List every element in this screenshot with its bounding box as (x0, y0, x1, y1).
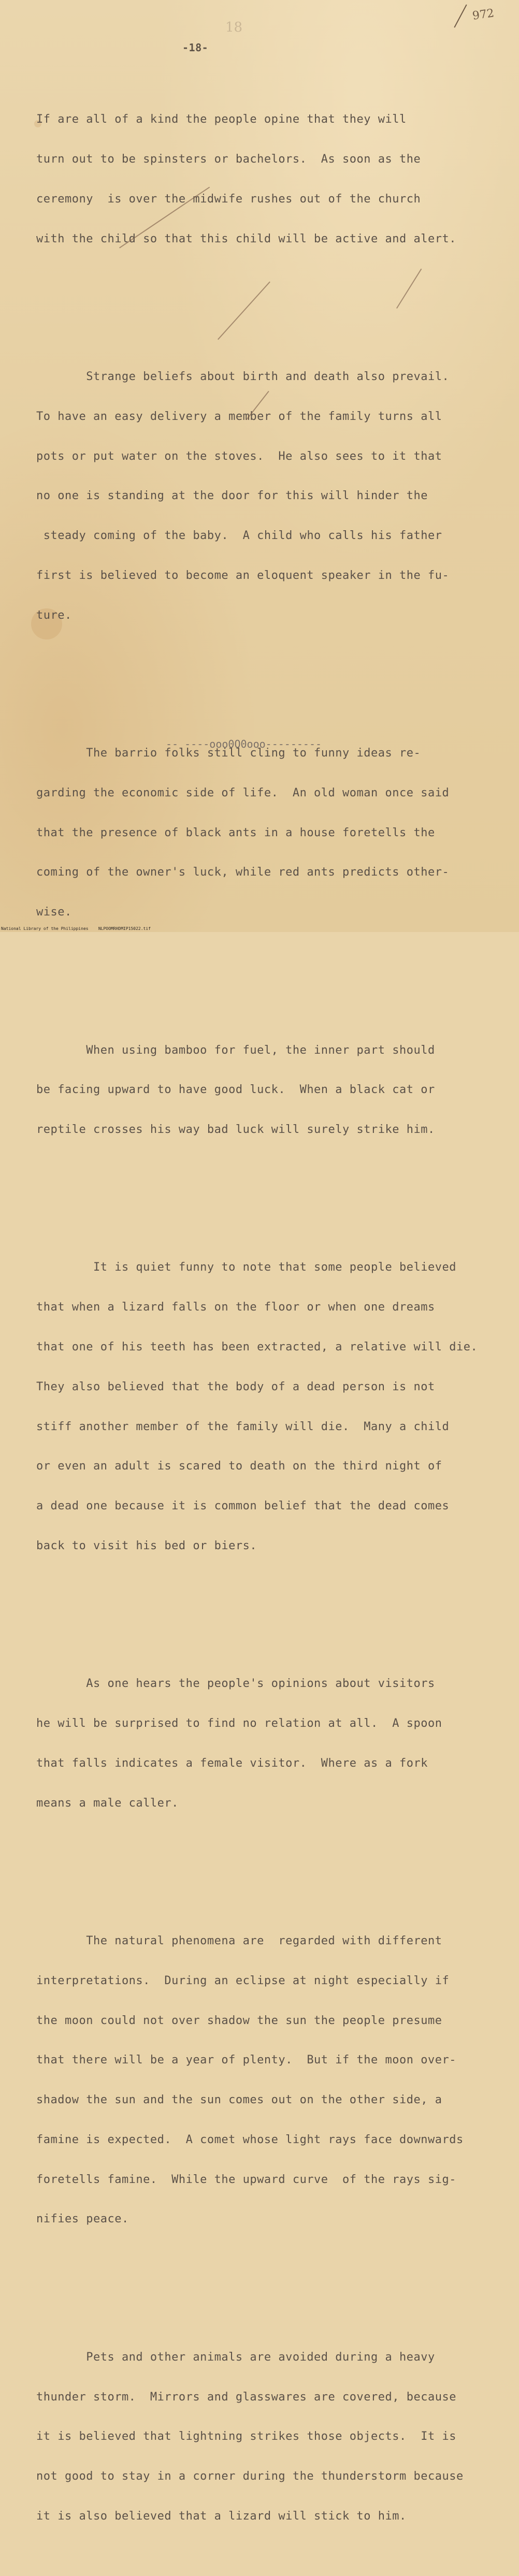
text-line: a dead one because it is common belief that the dead comes (36, 1500, 450, 1513)
text-line: shadow the sun and the sun comes out on the other side, a (36, 2093, 442, 2107)
text-line: If are all of a kind the people opine that they will (36, 113, 407, 126)
text-line: no one is standing at the door for this will hinder the (36, 489, 428, 503)
paragraph (36, 1651, 497, 1836)
text-line: stiff another member of the family will die. Many a child (36, 1420, 450, 1433)
text-line: it is also believed that a lizard will stick to him. (36, 2509, 407, 2523)
text-line: ceremony is over the midwife rushes out of the church (36, 192, 421, 206)
text-line: that one of his teeth has been extracted, a relative will die. (36, 1341, 478, 1354)
paragraph (36, 86, 497, 272)
text-line: means a male caller. (36, 1796, 179, 1810)
typed-text-body (36, 60, 497, 2576)
text-line: or even an adult is scared to death on the third night of (36, 1460, 442, 1473)
text-line: wise. (36, 906, 72, 919)
paragraph (36, 2324, 497, 2550)
text-line: turn out to be spinsters or bachelors. As soon as the (36, 153, 421, 166)
text-line: When using bamboo for fuel, the inner part should (36, 1043, 435, 1057)
paragraph (36, 1908, 497, 2252)
text-line: pots or put water on the stoves. He also sees to it that (36, 449, 442, 463)
text-line: with the child so that this child will be active and alert. (36, 232, 456, 245)
text-line: back to visit his bed or biers. (36, 1539, 257, 1552)
text-line: foretells famine. While the upward curve of the rays sig- (36, 2173, 456, 2186)
paragraph (36, 344, 497, 649)
text-line: To have an easy delivery a member of the family turns all (36, 410, 442, 423)
pencil-slash-mark (454, 4, 467, 27)
text-line: The barrio folks still cling to funny ideas re- (36, 747, 421, 760)
paragraph (36, 1234, 497, 1579)
text-line: not good to stay in a corner during the thunderstorm because (36, 2470, 464, 2483)
text-line: thunder storm. Mirrors and glasswares are covered, because (36, 2390, 456, 2404)
text-line: garding the economic side of life. An old woman once said (36, 786, 450, 799)
text-line: he will be surprised to find no relation at all. A spoon (36, 1717, 442, 1730)
text-line: that falls indicates a female visitor. Where as a fork (36, 1756, 428, 1770)
text-line: coming of the owner's luck, while red ants predicts other- (36, 866, 450, 879)
text-line: It is quiet funny to note that some people believed (36, 1261, 456, 1274)
text-line: that the presence of black ants in a house foretells the (36, 826, 435, 839)
section-divider: -- ----ooo0O0ooo--------- (166, 738, 322, 750)
paragraph (36, 1017, 497, 1163)
archive-footer: National Library of the Philippines NLPOOMRHDMIP15022.tif (1, 926, 151, 931)
paragraph (36, 720, 497, 945)
text-line: Strange beliefs about birth and death also prevail. (36, 370, 450, 384)
text-line: it is believed that lightning strikes those objects. It is (36, 2430, 456, 2443)
text-line: nifies peace. (36, 2213, 129, 2226)
text-line: They also believed that the body of a dead person is not (36, 1380, 435, 1393)
text-line: first is believed to become an eloquent speaker in the fu- (36, 569, 450, 582)
corner-annotation: 972 (471, 7, 495, 23)
text-line: ture. (36, 608, 72, 622)
text-line: interpretations. During an eclipse at night especially if (36, 1974, 450, 1987)
text-line: steady coming of the baby. A child who calls his father (36, 529, 442, 543)
text-line: Pets and other animals are avoided during a heavy (36, 2350, 435, 2364)
text-line: that there will be a year of plenty. But if the moon over- (36, 2054, 456, 2067)
page-number: -18- (182, 41, 209, 54)
text-line: The natural phenomena are regarded with different (36, 1934, 442, 1947)
text-line: reptile crosses his way bad luck will surely strike him. (36, 1123, 435, 1137)
text-line: famine is expected. A comet whose light rays face downwards (36, 2133, 464, 2146)
text-line: be facing upward to have good luck. When a black cat or (36, 1083, 435, 1097)
text-line: As one hears the people's opinions about visitors (36, 1677, 435, 1691)
faint-page-annotation: 18 (225, 20, 243, 35)
text-line: that when a lizard falls on the floor or when one dreams (36, 1301, 435, 1314)
text-line: the moon could not over shadow the sun the people presume (36, 2014, 442, 2027)
